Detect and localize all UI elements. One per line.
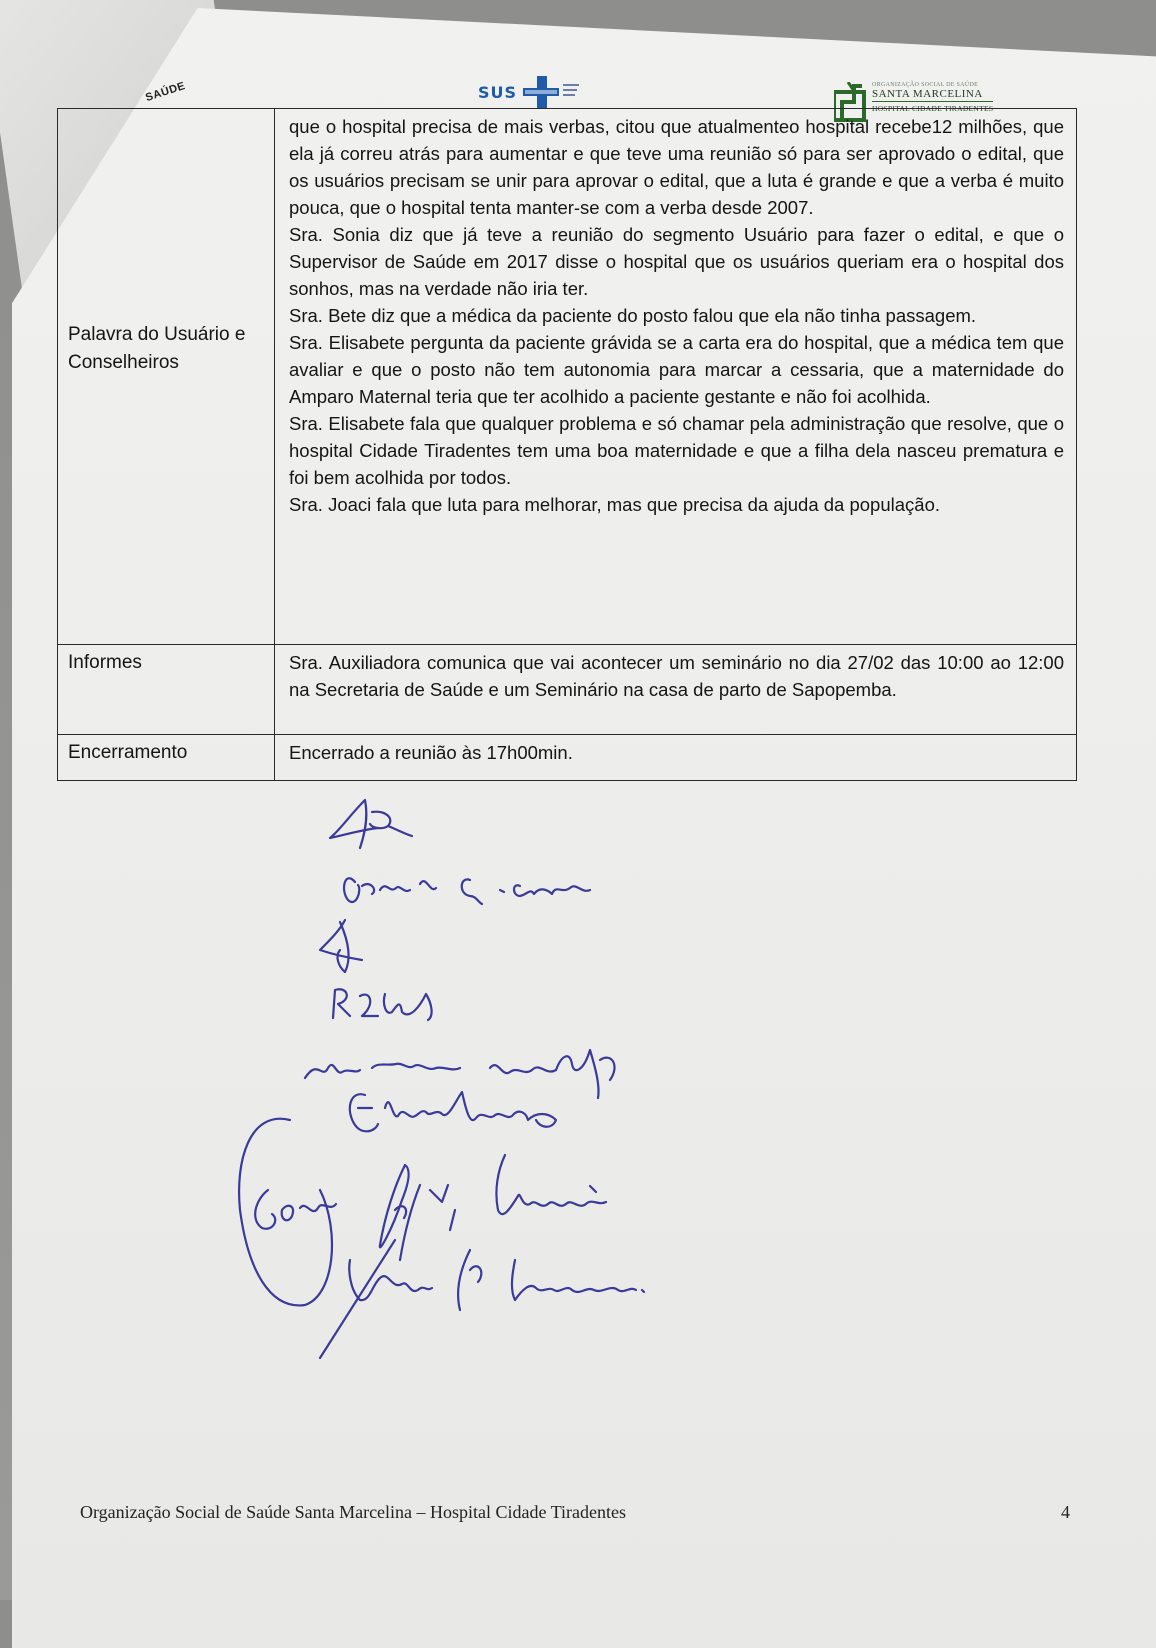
- signature-joaci: [320, 1240, 644, 1358]
- signature-maria: [305, 1050, 615, 1098]
- sm-name: SANTA MARCELINA: [872, 88, 993, 102]
- table-row: [58, 109, 1077, 645]
- signature-ap-teixeira: [380, 1155, 606, 1260]
- signature-area: [0, 790, 1156, 1390]
- paragraph: Encerrado a reunião às 17h00min.: [289, 742, 573, 763]
- paragraph: Sra. Elisabete fala que qualquer problema e só chamar pela administração que resolve, que o hospital Cidade Tiradentes tem uma boa maternidade e que a filha dela nasceu prematura e foi bem acolhida por todos.: [289, 413, 1064, 488]
- minutes-table: [57, 108, 1077, 781]
- row-label: Informes: [58, 645, 275, 735]
- sm-hospital: HOSPITAL CIDADE TIRADENTES: [872, 104, 994, 113]
- page-footer: [80, 1502, 1070, 1523]
- row-content: [275, 109, 1077, 645]
- signature-elisabete: [350, 1092, 556, 1131]
- signature-initials: [330, 800, 412, 848]
- row-content: [275, 645, 1077, 735]
- paragraph: Sra. Elisabete pergunta da paciente grávida se a carta era do hospital, que a médica tem que avaliar e que o posto não tem autonomia para marcar a cessaria, que a maternidade do Amparo Maternal teria que ter acolhido a paciente gestante e não foi acolhida.: [289, 332, 1064, 407]
- table-row: [58, 645, 1077, 735]
- table-row: [58, 735, 1077, 781]
- paragraph: que o hospital precisa de mais verbas, citou que atualmenteo hospital recebe12 milhões, que ela já correu atrás para aumentar e que teve uma reunião só para ser aprovado o edital, que os usuários precisam se unir para aprovar o edital, que a luta é grande e que a verba é muito pouca, que o hospital tenta manter-se com a verba desde 2007.: [289, 116, 1064, 218]
- paragraph: Sra. Auxiliadora comunica que vai acontecer um seminário no dia 27/02 das 10:00 ao 12:00 na Secretaria de Saúde e um Seminário na casa de parto de Sapopemba.: [289, 652, 1064, 700]
- row-content: [275, 735, 1077, 781]
- signature-loop: [320, 920, 362, 972]
- paragraph: Sra. Joaci fala que luta para melhorar, mas que precisa da ajuda da população.: [289, 494, 940, 515]
- page-number: 4: [1061, 1502, 1070, 1522]
- sus-logo-text: SUS: [478, 82, 518, 102]
- sus-logo: [478, 74, 583, 110]
- signature-rzw: [333, 989, 432, 1020]
- partial-logo-stamp: SAÚDE: [144, 79, 187, 105]
- row-label: Encerramento: [58, 735, 275, 781]
- paragraph: Sra. Bete diz que a médica da paciente do posto falou que ela não tinha passagem.: [289, 305, 977, 326]
- footer-text: Organização Social de Saúde Santa Marcelina – Hospital Cidade Tiradentes: [80, 1502, 627, 1522]
- row-label: Palavra do Usuário e Conselheiros: [58, 109, 275, 645]
- signature-genilda: [344, 878, 590, 904]
- signature-sonia: [239, 1119, 336, 1306]
- sus-cross-icon: [521, 74, 583, 110]
- paragraph: Sra. Sonia diz que já teve a reunião do segmento Usuário para fazer o edital, e que o Supervisor de Saúde em 2017 disse o hospital que os usuários queriam era o hospital dos sonhos, mas na verdade não iria ter.: [289, 224, 1064, 299]
- sm-org-line: ORGANIZAÇÃO SOCIAL DE SAÚDE: [872, 82, 979, 88]
